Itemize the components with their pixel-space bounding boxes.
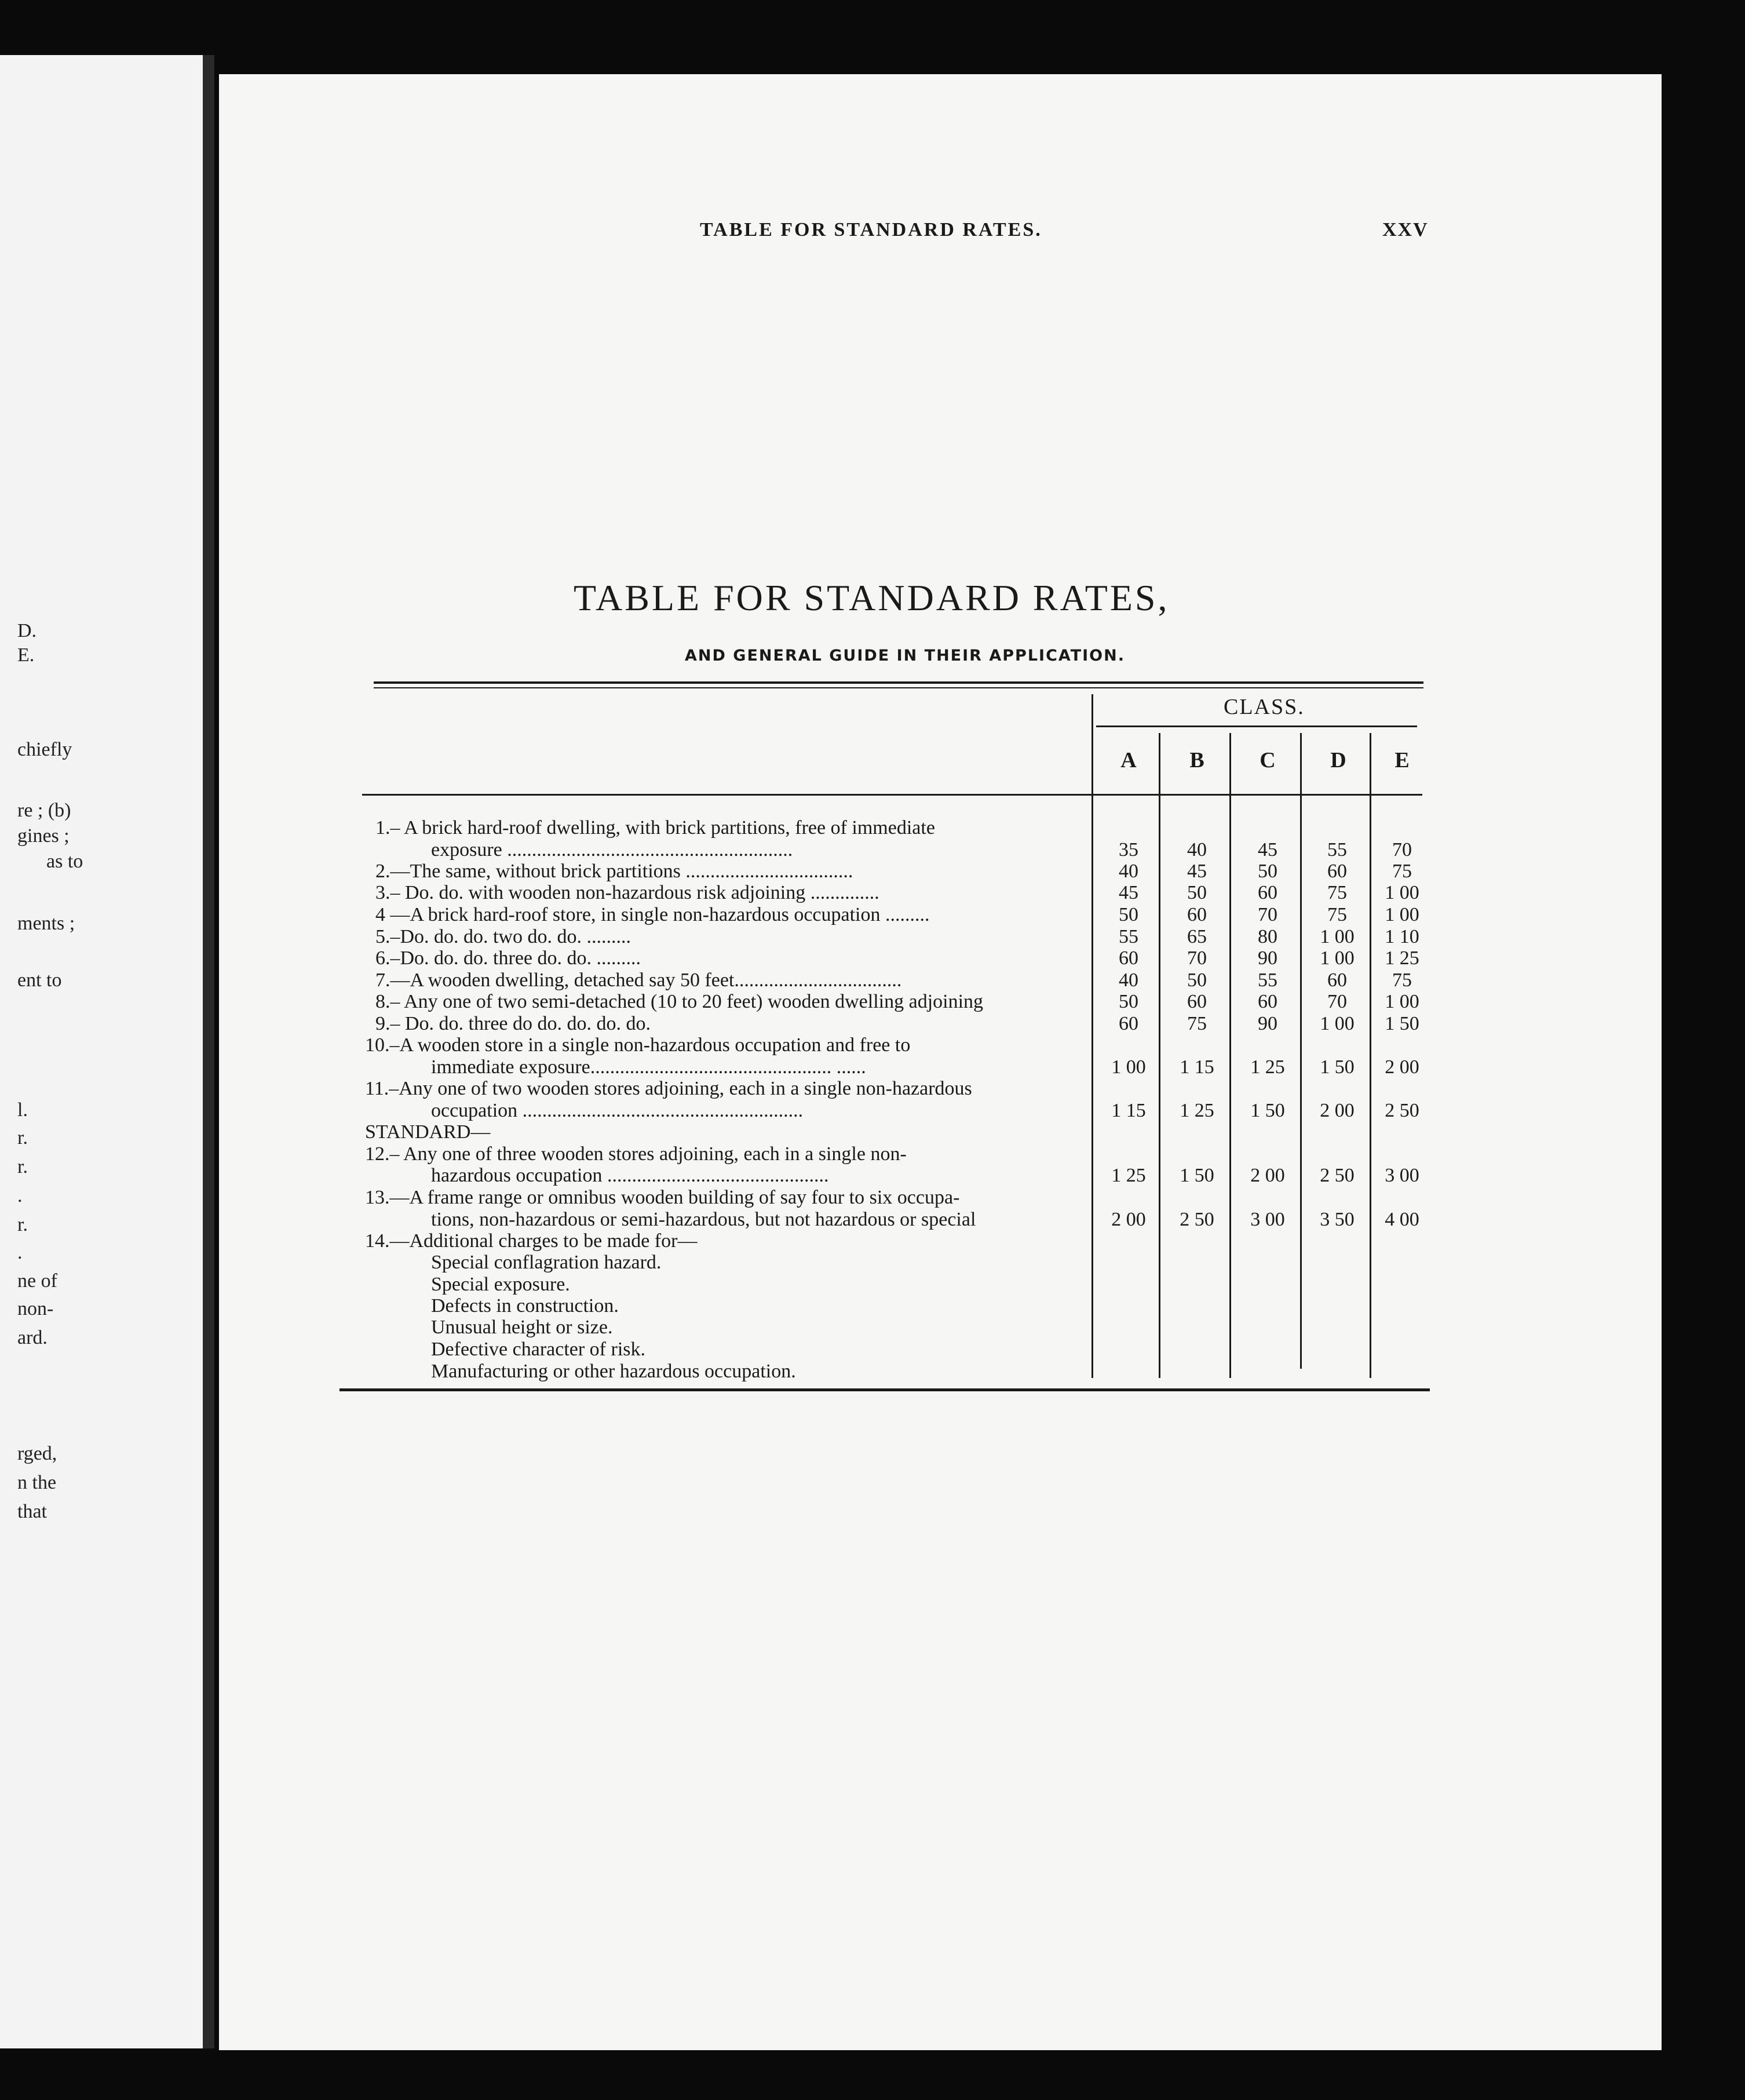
class-column-header: E: [1394, 748, 1410, 772]
rate-cell-e: 75: [1392, 861, 1412, 882]
top-rule: [374, 681, 1423, 684]
rate-cell-a: 45: [1119, 882, 1138, 903]
table-row-text: 12.– Any one of three wooden stores adjoining, each in a single non-: [365, 1143, 907, 1165]
table-row-text: 13.—A frame range or omnibus wooden building of say four to six occupa-: [365, 1187, 960, 1208]
rate-cell-d: 60: [1327, 861, 1347, 882]
rate-cell-e: 3 00: [1385, 1165, 1419, 1186]
rate-cell-a: 35: [1119, 839, 1138, 861]
rate-cell-c: 90: [1258, 947, 1277, 969]
table-row-text: immediate exposure................................................. ......: [431, 1056, 866, 1078]
table-row-text: hazardous occupation .............................................: [431, 1165, 829, 1186]
rate-cell-d: 1 00: [1320, 1013, 1355, 1034]
table-row-text: 9.– Do. do. three do do. do. do. do.: [375, 1013, 651, 1034]
facing-page-text: D.: [17, 620, 37, 641]
facing-page-text: ard.: [17, 1327, 48, 1348]
facing-page-edge: [0, 55, 203, 2048]
facing-page-text: .: [17, 1242, 23, 1263]
table-row-text: 4 —A brick hard-roof store, in single non-hazardous occupation .........: [375, 904, 930, 925]
class-column-header: B: [1189, 748, 1204, 772]
class-column-header: C: [1260, 748, 1276, 772]
table-row-text: Unusual height or size.: [431, 1317, 613, 1338]
rate-cell-a: 55: [1119, 926, 1138, 947]
bottom-rule: [339, 1388, 1430, 1391]
facing-page-text: ne of: [17, 1270, 57, 1292]
table-row-text: 14.—Additional charges to be made for—: [365, 1230, 698, 1252]
rate-cell-d: 2 50: [1320, 1165, 1355, 1186]
rate-cell-d: 2 00: [1320, 1100, 1355, 1121]
rate-cell-d: 75: [1327, 882, 1347, 903]
table-row-text: Manufacturing or other hazardous occupation.: [431, 1361, 796, 1382]
rate-cell-b: 2 50: [1180, 1209, 1214, 1230]
rate-cell-c: 45: [1258, 839, 1277, 861]
table-row-text: 11.–Any one of two wooden stores adjoining, each in a single non-hazardous: [365, 1078, 972, 1099]
rate-cell-d: 1 50: [1320, 1056, 1355, 1078]
column-divider: [1229, 733, 1231, 1378]
page-title: TABLE FOR STANDARD RATES,: [574, 577, 1170, 618]
table-row-text: 7.—A wooden dwelling, detached say 50 feet..................................: [375, 969, 902, 991]
table-row-text: Special exposure.: [431, 1274, 570, 1295]
rate-cell-e: 1 00: [1385, 991, 1419, 1012]
facing-page-text: that: [17, 1501, 47, 1522]
facing-page-text: non-: [17, 1298, 54, 1319]
rate-cell-b: 1 25: [1180, 1100, 1214, 1121]
facing-page-text: E.: [17, 644, 35, 666]
table-row-text: 2.—The same, without brick partitions ..................................: [375, 861, 853, 882]
class-column-header: D: [1330, 748, 1346, 772]
rate-cell-e: 75: [1392, 969, 1412, 991]
facing-page-text: .: [17, 1185, 23, 1206]
facing-page-text: n the: [17, 1472, 57, 1493]
rate-cell-e: 1 10: [1385, 926, 1419, 947]
top-rule-thin: [374, 687, 1423, 688]
rate-cell-e: 1 25: [1385, 947, 1419, 969]
column-divider: [1159, 733, 1160, 1378]
rate-cell-d: 75: [1327, 904, 1347, 925]
rate-cell-a: 1 15: [1111, 1100, 1146, 1121]
table-row-text: 8.– Any one of two semi-detached (10 to 20 feet) wooden dwelling adjoining: [375, 991, 984, 1012]
rate-cell-c: 1 50: [1250, 1100, 1285, 1121]
class-column-header: A: [1120, 748, 1137, 772]
rate-cell-c: 70: [1258, 904, 1277, 925]
facing-page-text: r.: [17, 1127, 28, 1149]
rate-cell-d: 1 00: [1320, 947, 1355, 969]
rate-cell-a: 40: [1119, 969, 1138, 991]
facing-page-text: r.: [17, 1156, 28, 1177]
rate-cell-e: 70: [1392, 839, 1412, 861]
rate-cell-b: 50: [1187, 969, 1207, 991]
rate-cell-b: 70: [1187, 947, 1207, 969]
rate-cell-c: 60: [1258, 991, 1277, 1012]
table-row-text: 6.–Do. do. do. three do. do. .........: [375, 947, 641, 969]
rate-cell-d: 1 00: [1320, 926, 1355, 947]
rate-cell-e: 4 00: [1385, 1209, 1419, 1230]
facing-page-text: ments ;: [17, 913, 75, 934]
rate-cell-c: 2 00: [1250, 1165, 1285, 1186]
rate-cell-c: 55: [1258, 969, 1277, 991]
rate-cell-a: 50: [1119, 991, 1138, 1012]
table-row-text: Defective character of risk.: [431, 1339, 645, 1360]
rate-cell-d: 70: [1327, 991, 1347, 1012]
rate-cell-e: 2 00: [1385, 1056, 1419, 1078]
rate-cell-c: 60: [1258, 882, 1277, 903]
table-row-text: Special conflagration hazard.: [431, 1252, 662, 1273]
facing-page-text: ent to: [17, 969, 62, 991]
rate-cell-b: 65: [1187, 926, 1207, 947]
rate-cell-e: 2 50: [1385, 1100, 1419, 1121]
rate-cell-b: 75: [1187, 1013, 1207, 1034]
rate-cell-e: 1 00: [1385, 882, 1419, 903]
rate-cell-d: 60: [1327, 969, 1347, 991]
rate-cell-b: 45: [1187, 861, 1207, 882]
column-divider: [1370, 733, 1371, 1378]
rate-cell-e: 1 50: [1385, 1013, 1419, 1034]
facing-page-text: r.: [17, 1214, 28, 1235]
rate-cell-a: 60: [1119, 1013, 1138, 1034]
table-row-text: STANDARD—: [365, 1121, 491, 1143]
class-header: CLASS.: [1224, 695, 1305, 719]
rate-cell-c: 80: [1258, 926, 1277, 947]
rate-cell-e: 1 00: [1385, 904, 1419, 925]
rate-cell-d: 55: [1327, 839, 1347, 861]
rate-cell-b: 50: [1187, 882, 1207, 903]
rate-cell-a: 50: [1119, 904, 1138, 925]
rate-cell-a: 40: [1119, 861, 1138, 882]
rate-cell-b: 60: [1187, 991, 1207, 1012]
facing-page-text: gines ;: [17, 825, 70, 847]
rate-cell-b: 1 50: [1180, 1165, 1214, 1186]
facing-page-text: chiefly: [17, 739, 72, 760]
facing-page-text: l.: [17, 1099, 28, 1121]
table-row-text: exposure ..........................................................: [431, 839, 793, 861]
rate-cell-a: 60: [1119, 947, 1138, 969]
page-number: XXV: [1382, 219, 1429, 240]
column-divider: [1300, 733, 1302, 1369]
rate-cell-b: 40: [1187, 839, 1207, 861]
rate-cell-c: 3 00: [1250, 1209, 1285, 1230]
rate-cell-b: 60: [1187, 904, 1207, 925]
running-head: TABLE FOR STANDARD RATES.: [700, 219, 1042, 240]
table-row-text: 3.– Do. do. with wooden non-hazardous risk adjoining ..............: [375, 882, 879, 903]
rate-cell-c: 90: [1258, 1013, 1277, 1034]
facing-page-text: re ; (b): [17, 800, 71, 821]
column-divider: [1091, 694, 1093, 1378]
table-row-text: occupation .........................................................: [431, 1100, 804, 1121]
book-gutter: [203, 55, 214, 2048]
rate-cell-b: 1 15: [1180, 1056, 1214, 1078]
rate-cell-a: 1 25: [1111, 1165, 1146, 1186]
rate-cell-c: 50: [1258, 861, 1277, 882]
class-underline: [1096, 725, 1417, 727]
table-row-text: 10.–A wooden store in a single non-hazardous occupation and free to: [365, 1034, 911, 1056]
table-row-text: tions, non-hazardous or semi-hazardous, but not hazardous or special: [431, 1209, 976, 1230]
table-row-text: 5.–Do. do. do. two do. do. .........: [375, 926, 631, 947]
rate-cell-d: 3 50: [1320, 1209, 1355, 1230]
facing-page-text: rged,: [17, 1443, 57, 1464]
rate-cell-c: 1 25: [1250, 1056, 1285, 1078]
table-row-text: 1.– A brick hard-roof dwelling, with brick partitions, free of immediate: [375, 817, 935, 838]
page-subtitle: AND GENERAL GUIDE IN THEIR APPLICATION.: [685, 647, 1125, 665]
rate-cell-a: 2 00: [1111, 1209, 1146, 1230]
facing-page-text: as to: [46, 851, 83, 872]
header-rule: [362, 794, 1422, 796]
table-row-text: Defects in construction.: [431, 1295, 619, 1317]
rate-cell-a: 1 00: [1111, 1056, 1146, 1078]
